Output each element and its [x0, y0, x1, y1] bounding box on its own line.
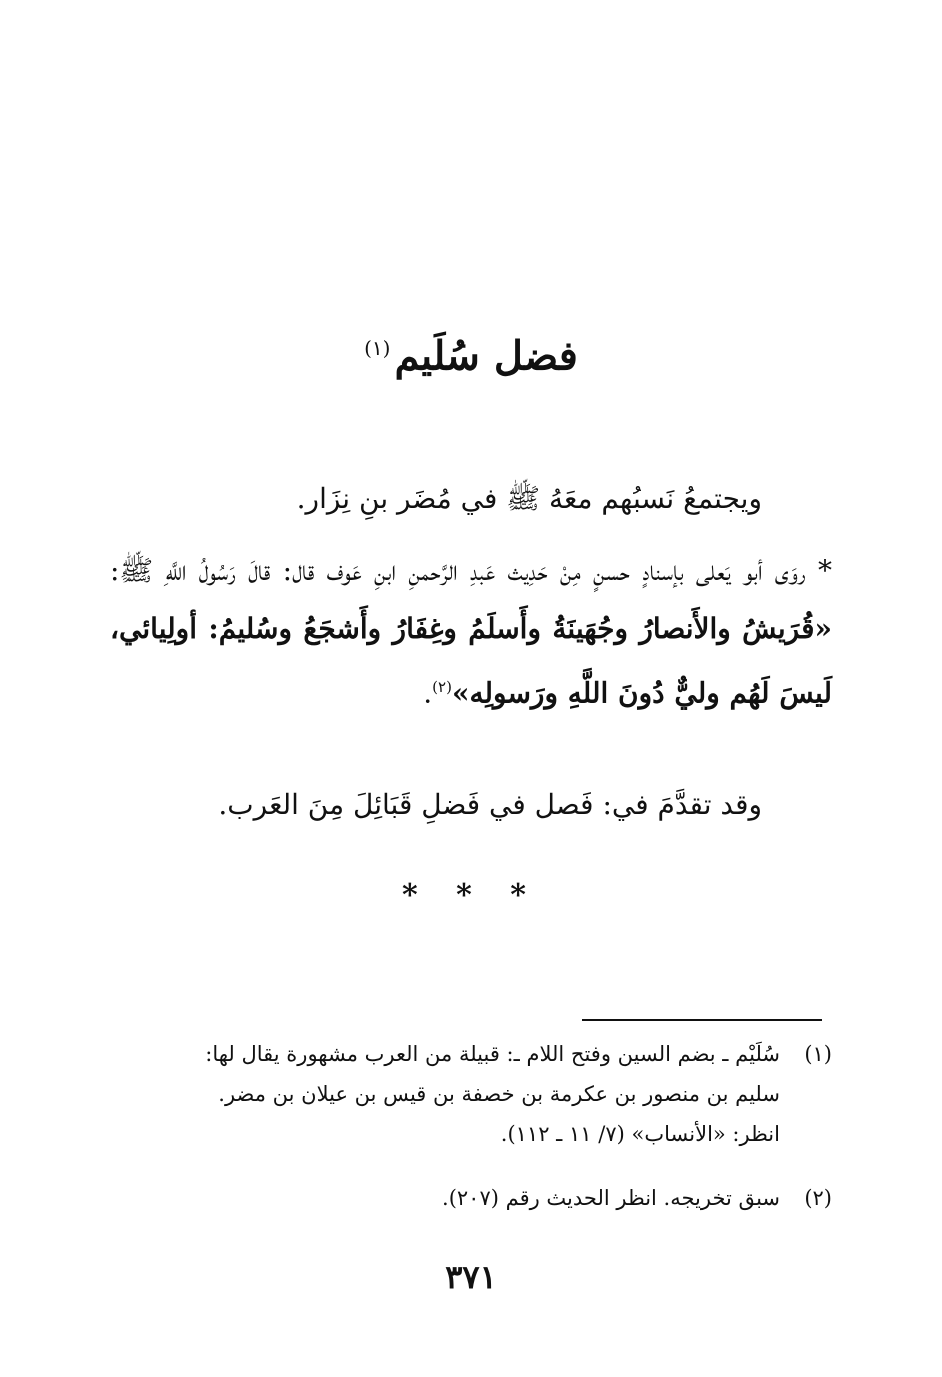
footnote-1-line-2: سليم بن منصور بن عكرمة بن خصفة بن قيس بن عيلان بن مضر.	[218, 1082, 780, 1106]
footnote-divider	[582, 1019, 822, 1021]
footnote-1-line-1: سُلَيْم ـ بضم السين وفتح اللام ـ: قبيلة من العرب مشهورة يقال لها:	[205, 1042, 780, 1066]
title-footnote-marker: (١)	[364, 336, 391, 360]
hadith-quote: «قُرَيشُ والأَنصارُ وجُهَينَةُ وأَسلَمُ وغِفَارُ وأَشجَعُ وسُليمُ: أولِيائي، لَيسَ لَهُم وليٌّ دُونَ اللَّهِ ورَسولِه»	[110, 612, 832, 710]
paragraph-lineage: ويجتمعُ نَسبُهم معَهُ ﷺ في مُضَر بنِ نِزَار.	[296, 482, 762, 515]
footnote-1-line-3: انظر: «الأنساب» (٧/ ١١ ـ ١١٢).	[500, 1122, 780, 1146]
section-separator: * * *	[402, 878, 540, 913]
page-number: ٣٧١	[445, 1258, 497, 1296]
hadith-end: .	[423, 676, 433, 710]
footnote-2-number: (٢)	[804, 1186, 832, 1210]
paragraph-hadith	[110, 542, 832, 722]
paragraph-cross-reference: وقد تقدَّمَ في: فَصل في فَضلِ قَبَائِلَ مِنَ العَرب.	[218, 788, 762, 821]
footnote-1	[112, 1034, 832, 1154]
footnote-1-number: (١)	[804, 1042, 832, 1066]
hadith-chain: * روَى أبو يَعلى بإسنادٍ حسنٍ مِنْ حَدِيث عَبدِ الرَّحمنِ ابنِ عَوف قال: قالَ رَسُولُ اللَّهِ ﷺ:	[110, 554, 832, 587]
chapter-title-text: فضل سُلَيم	[394, 332, 578, 380]
footnote-2-text: سبق تخريجه. انظر الحديث رقم (٢٠٧).	[442, 1186, 780, 1210]
footnote-2	[112, 1178, 832, 1218]
chapter-title	[0, 318, 942, 386]
hadith-footnote-marker: (٢)	[432, 678, 452, 696]
